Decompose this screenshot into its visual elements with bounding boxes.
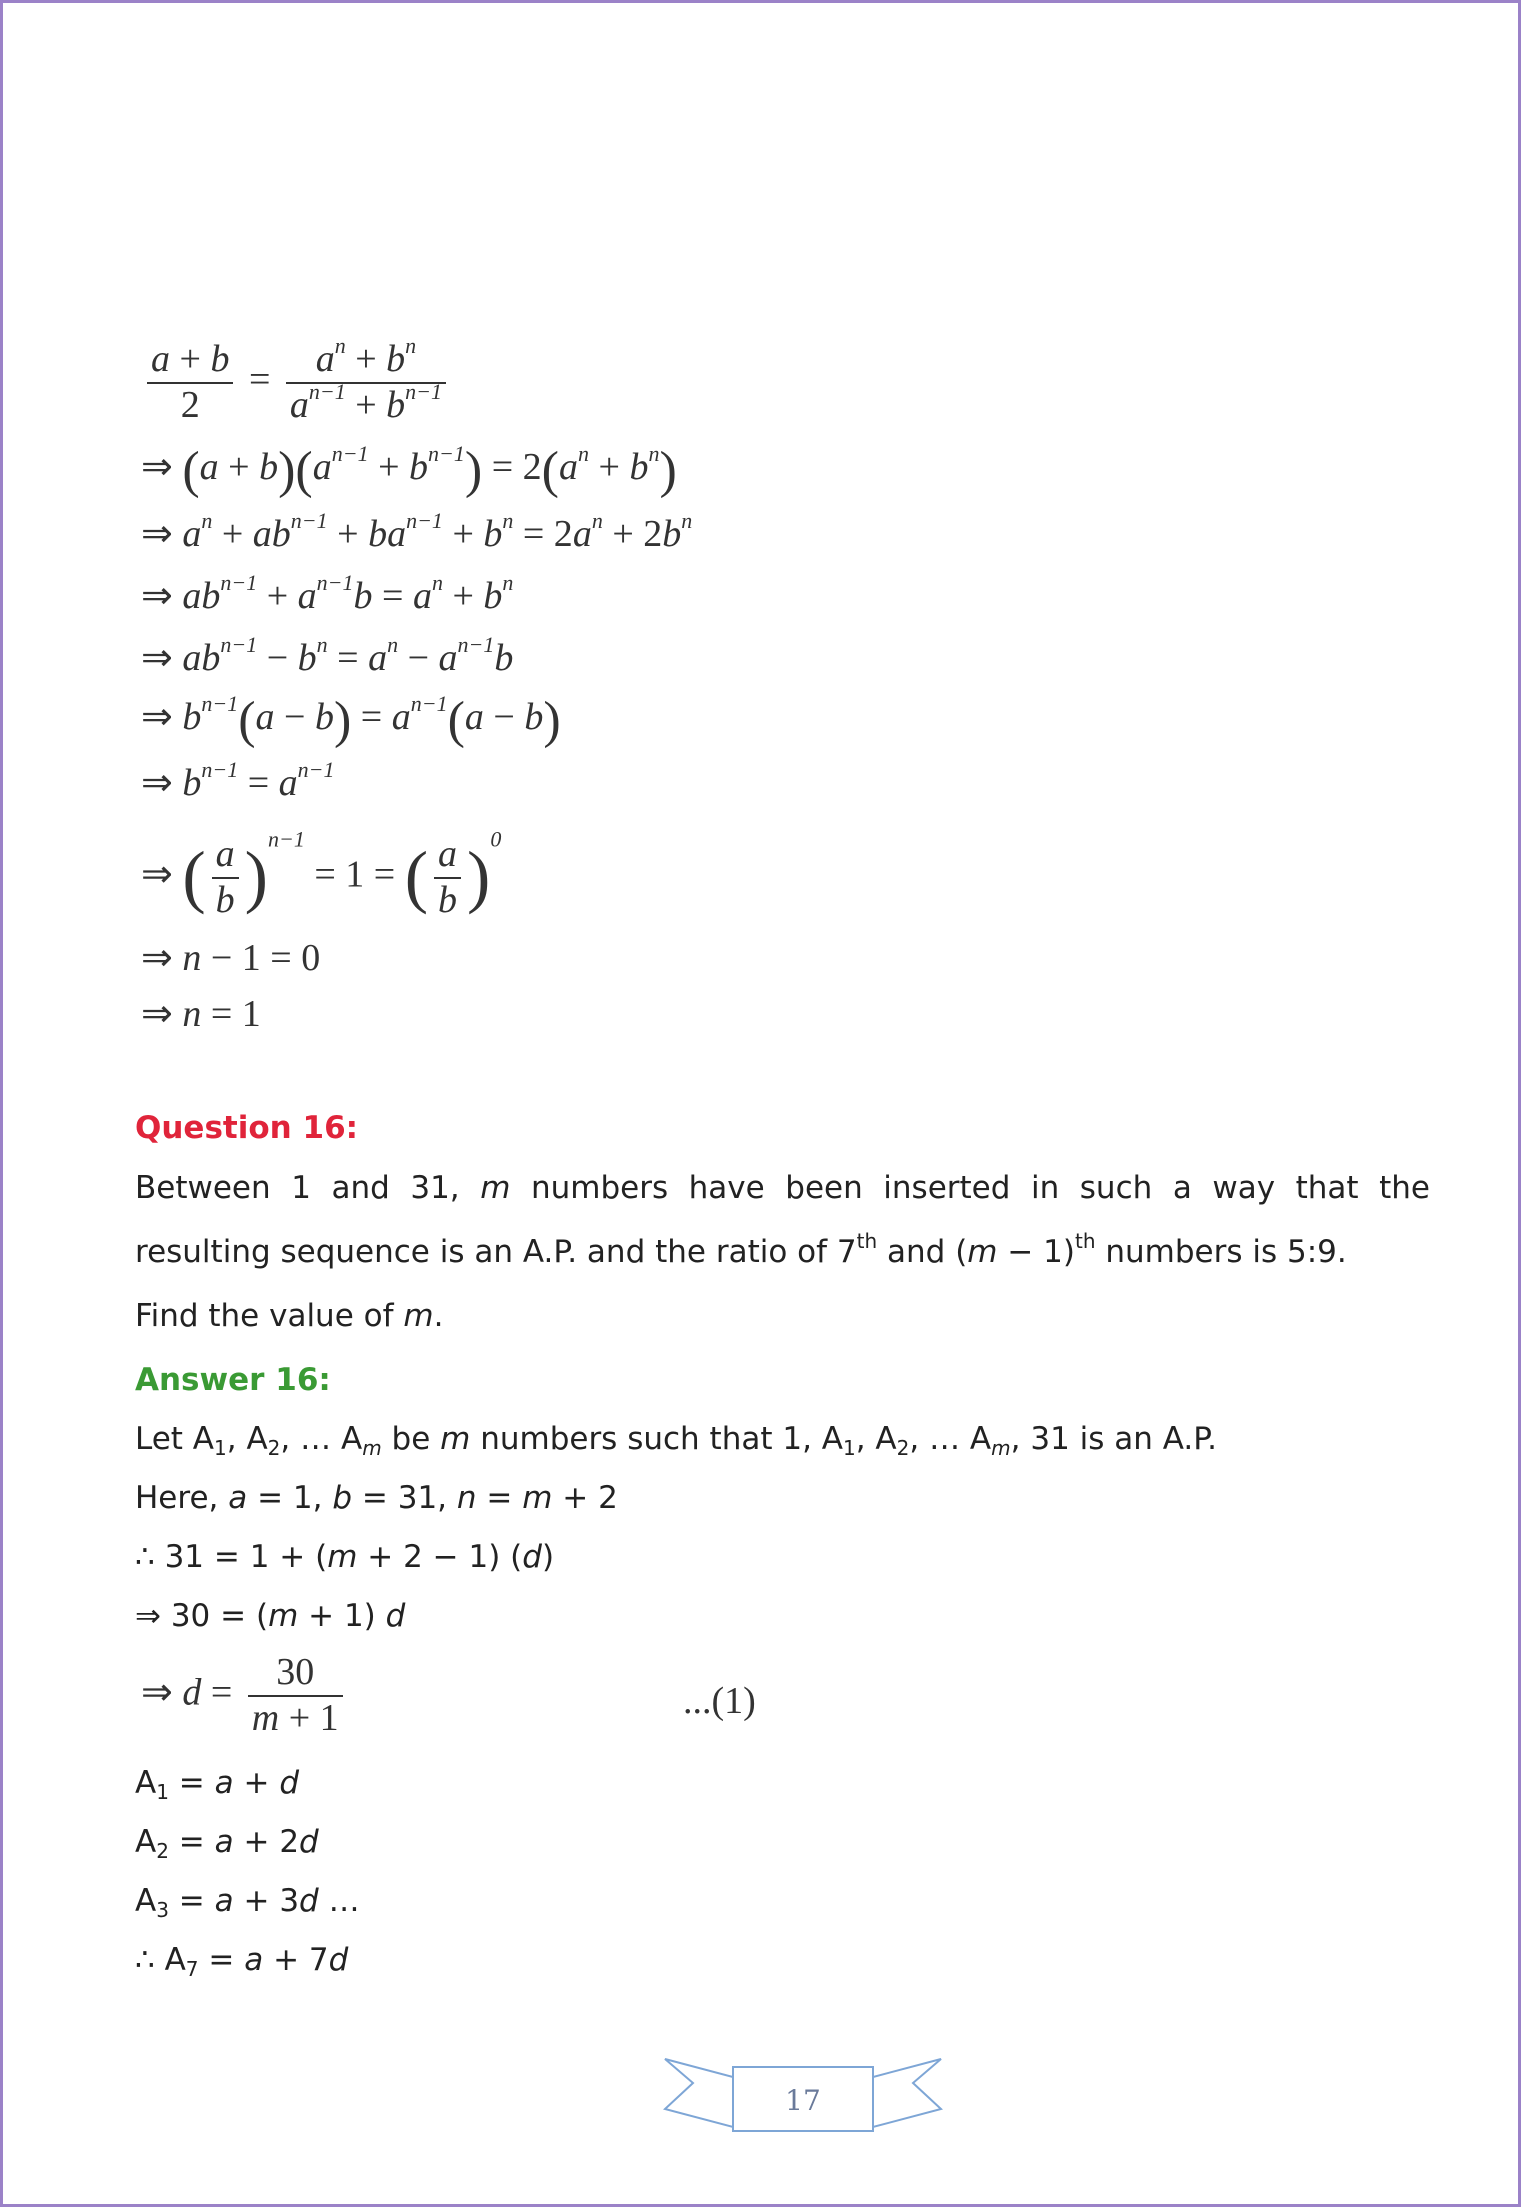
answer-line-6: $A_1 = a + d$ xyxy=(135,1765,300,1804)
derivation-line-5: ⇒ $ab^{n-1} - b^n = a^n - a^{n-1}b$ xyxy=(141,632,514,679)
question-heading: Question 16: xyxy=(135,1110,359,1146)
derivation-line-10: ⇒ n = 1 xyxy=(141,993,261,1035)
derivation-line-1: $\frac{a + b}{2}$ = $\frac{a^n + b^n}{a^{n-1} + b^{n-1}}$ xyxy=(141,338,452,427)
answer-line-5: ⇒ d = $\frac{30}{m + 1}$ ...(1) xyxy=(141,1651,756,1739)
question-line-1: Between 1 and 31, m numbers have been inserted in such a way that the xyxy=(135,1170,1430,1206)
fraction-rhs: $\frac{a^n + b^n}{a^{n-1} + b^{n-1}}$ xyxy=(286,338,446,427)
page-number: 17 xyxy=(785,2084,821,2117)
derivation-line-4: ⇒ $ab^{n-1} + a^{n-1}b = a^n + b^n$ xyxy=(141,570,514,617)
question-line-3: Find the value of m. xyxy=(135,1298,444,1334)
derivation-line-8: ⇒ ( $\frac{a}{b}$ )$^{n-1}$ = 1 = ( $\frac{a}{b}$ )$^0$ xyxy=(141,826,502,921)
derivation-line-7: ⇒ $b^{n-1} = a^{n-1}$ xyxy=(141,757,335,804)
answer-line-7: $A_2 = a + 2d$ xyxy=(135,1824,319,1863)
answer-line-2: Here, a = 1, b = 31, n = m + 2 xyxy=(135,1480,618,1516)
answer-line-4: ⇒ 30 = (m + 1) d xyxy=(135,1598,406,1634)
derivation-line-3: ⇒ $a^n + ab^{n-1} + ba^{n-1} + b^n = 2a^n + 2b^n$ xyxy=(141,508,693,555)
answer-line-8: $A_3 = a + 3d$ … xyxy=(135,1883,360,1922)
answer-line-9: ∴ $A_7 = a + 7d$ xyxy=(135,1942,349,1981)
derivation-line-9: ⇒ n − 1 = 0 xyxy=(141,937,321,979)
fraction-lhs: $\frac{a + b}{2}$ xyxy=(147,338,233,427)
page-number-banner xyxy=(663,2053,943,2133)
answer-line-3: ∴ 31 = 1 + (m + 2 − 1) (d) xyxy=(135,1539,555,1575)
question-line-2: resulting sequence is an A.P. and the ratio of 7th and $(m - 1)^{th}$ numbers is 5:9. xyxy=(135,1229,1347,1270)
answer-line-1: Let $A_1$, $A_2$, … $A_m$ be m numbers such that 1, $A_1$, $A_2$, … $A_m$, 31 is an A.P. xyxy=(135,1421,1217,1460)
answer-heading: Answer 16: xyxy=(135,1362,331,1398)
derivation-line-6: ⇒ $b^{n-1}(a - b) = a^{n-1}(a - b)$ xyxy=(141,691,561,749)
derivation-line-2: ⇒ $(a + b)(a^{n-1} + b^{n-1}) = 2(a^n + b^n)$ xyxy=(141,441,677,499)
